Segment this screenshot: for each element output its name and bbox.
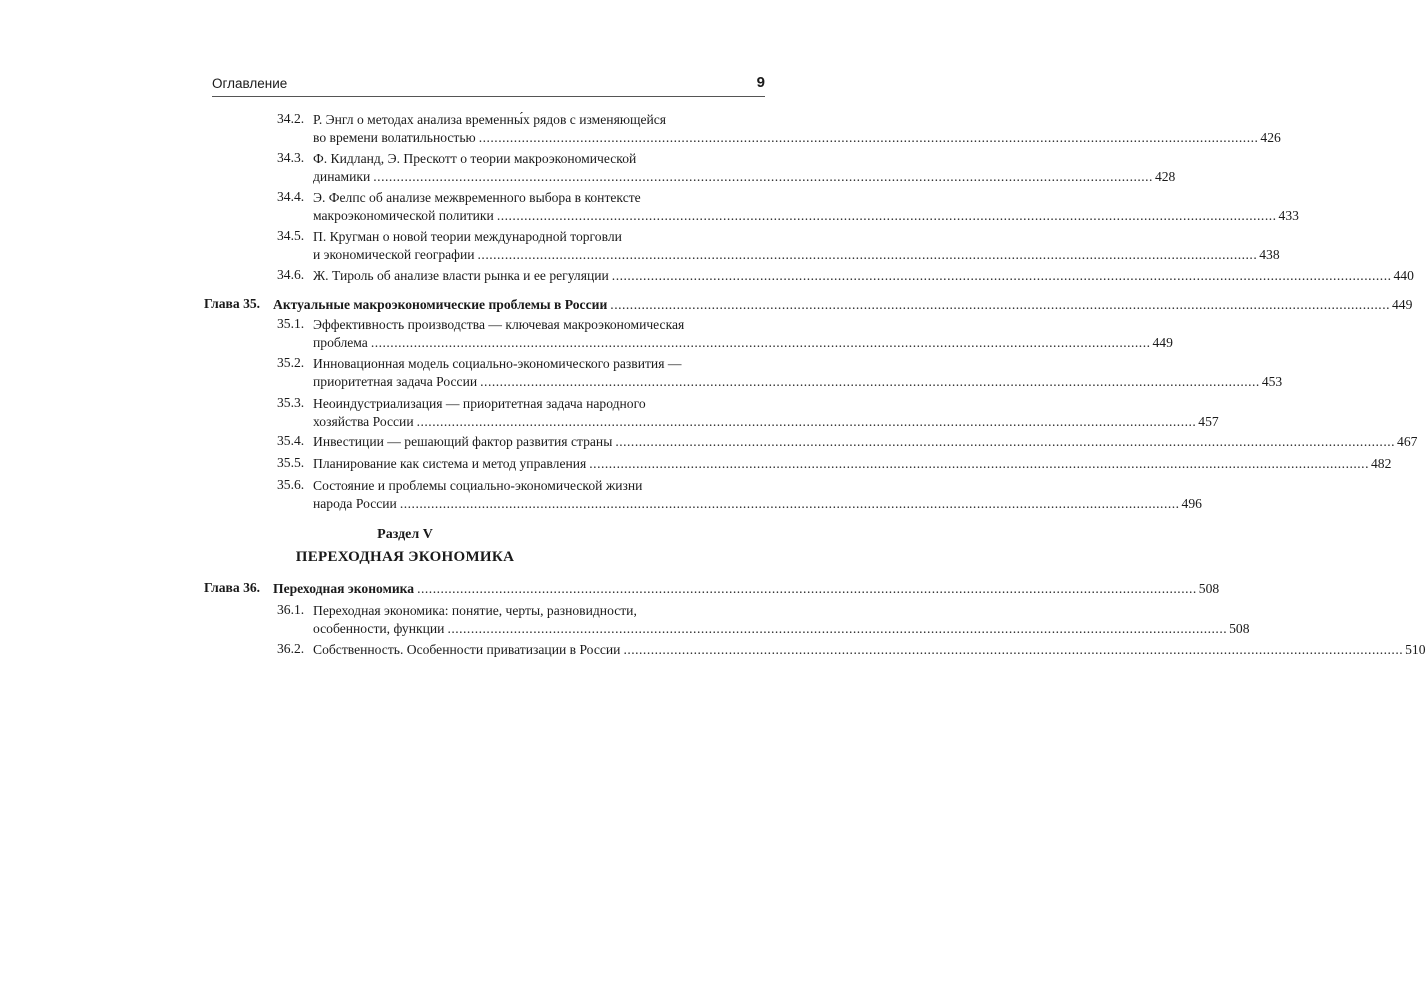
leader-dots: ........................................................................................................................................................................................................ (399, 496, 1180, 511)
toc-entry-number: 34.4. (277, 189, 305, 204)
toc-entry-page: 449 (1152, 335, 1173, 350)
toc-entry-line: Состояние и проблемы социально-экономической жизни (313, 478, 643, 493)
leader-dots: ........................................................................................................................................................................................................ (496, 208, 1277, 223)
toc-entry-line: и экономической географии (313, 247, 475, 262)
leader-dots: ........................................................................................................................................................................................................ (589, 456, 1369, 471)
chapter-title: Переходная экономика (273, 581, 415, 596)
leader-dots: ........................................................................................................................................................................................................ (373, 169, 1153, 184)
leader-dots: ........................................................................................................................................................................................................ (615, 434, 1396, 449)
toc-entry-page: 453 (1261, 374, 1283, 389)
toc-entry-page: 440 (1393, 268, 1414, 283)
toc-entry-line: особенности, функции (313, 621, 445, 636)
toc-entry-line: Ж. Тироль об анализе власти рынка и ее регуляции (313, 268, 609, 283)
toc-entry-page: 428 (1154, 169, 1176, 184)
toc-entry-number: 35.4. (277, 433, 305, 448)
toc-entry-line: во времени волатильностью (313, 130, 476, 145)
toc-entry-number: 34.6. (277, 267, 305, 282)
toc-entry-number: 35.1. (277, 316, 305, 331)
toc-entry-page: 467 (1397, 434, 1418, 449)
toc-entry-number: 35.5. (277, 455, 305, 470)
toc-entry-line: приоритетная задача России (313, 374, 478, 389)
toc-entry-number: 34.5. (277, 228, 305, 243)
toc-entry-line: Неоиндустриализация — приоритетная задача народного (313, 396, 646, 411)
toc-entry-page: 426 (1260, 130, 1281, 145)
toc-entry-page: 496 (1181, 496, 1202, 511)
toc-entry-number: 35.3. (277, 395, 305, 410)
toc-entry-number: 36.1. (277, 602, 305, 617)
toc-entry-line: хозяйства России (313, 414, 414, 429)
toc-entry-number: 34.2. (277, 111, 305, 126)
header-title: Оглавление (212, 76, 288, 91)
toc-entry-page: 438 (1259, 247, 1280, 262)
toc-entry-page: 510 (1405, 642, 1426, 657)
toc-entry-line: макроэкономической политики (313, 208, 494, 223)
toc-entry-line: Переходная экономика: понятие, черты, разновидности, (313, 603, 637, 618)
leader-dots: ........................................................................................................................................................................................................ (478, 130, 1259, 145)
toc-entry-line: Собственность. Особенности приватизации в России (313, 642, 621, 657)
toc-entry-page: 457 (1198, 414, 1219, 429)
leader-dots: ........................................................................................................................................................................................................ (417, 581, 1197, 596)
chapter-number: Глава 35. (204, 296, 261, 311)
leader-dots: ........................................................................................................................................................................................................ (370, 335, 1151, 350)
leader-dots: ........................................................................................................................................................................................................ (611, 268, 1392, 283)
leader-dots: ........................................................................................................................................................................................................ (416, 414, 1197, 429)
toc-entry-line: Р. Энгл о методах анализа временны́х рядов с изменяющейся (313, 112, 667, 127)
section-label: Раздел V (377, 527, 433, 542)
chapter-number: Глава 36. (204, 580, 261, 595)
toc-entry-number: 35.2. (277, 355, 305, 370)
toc-entry-line: народа России (313, 496, 397, 511)
chapter-title: Актуальные макроэкономические проблемы в России (273, 297, 608, 312)
leader-dots: ........................................................................................................................................................................................................ (447, 621, 1228, 636)
toc-entry-line: Инновационная модель социально-экономического развития — (313, 356, 682, 371)
toc-entry-page: 508 (1229, 621, 1250, 636)
toc-entry-number: 36.2. (277, 641, 305, 656)
toc-entry-line: Планирование как система и метод управления (313, 456, 587, 471)
toc-entry-page: 508 (1198, 581, 1220, 596)
toc-entry-line: Инвестиции — решающий фактор развития страны (313, 434, 613, 449)
toc-entry-line: проблема (313, 335, 368, 350)
toc-entry-line: Эффективность производства — ключевая макроэкономическая (313, 317, 685, 332)
leader-dots: ........................................................................................................................................................................................................ (480, 374, 1260, 389)
leader-dots: ........................................................................................................................................................................................................ (623, 642, 1404, 657)
leader-dots: ........................................................................................................................................................................................................ (610, 297, 1390, 312)
toc-entry-number: 35.6. (277, 477, 305, 492)
toc-entry-line: П. Кругман о новой теории международной торговли (313, 229, 622, 244)
toc-entry-line: Ф. Кидланд, Э. Прескотт о теории макроэкономической (313, 151, 637, 166)
leader-dots: ........................................................................................................................................................................................................ (477, 247, 1258, 262)
page-number: 9 (756, 74, 765, 91)
toc-entry-line: динамики (313, 169, 371, 184)
toc-entry-line: Э. Фелпс об анализе межвременного выбора в контексте (313, 190, 641, 205)
running-header (212, 74, 765, 97)
toc-entry-page: 449 (1391, 297, 1413, 312)
toc-entry-page: 433 (1278, 208, 1299, 223)
toc-entry-page: 482 (1370, 456, 1392, 471)
toc-entry-number: 34.3. (277, 150, 305, 165)
section-title: ПЕРЕХОДНАЯ ЭКОНОМИКА (295, 549, 515, 565)
